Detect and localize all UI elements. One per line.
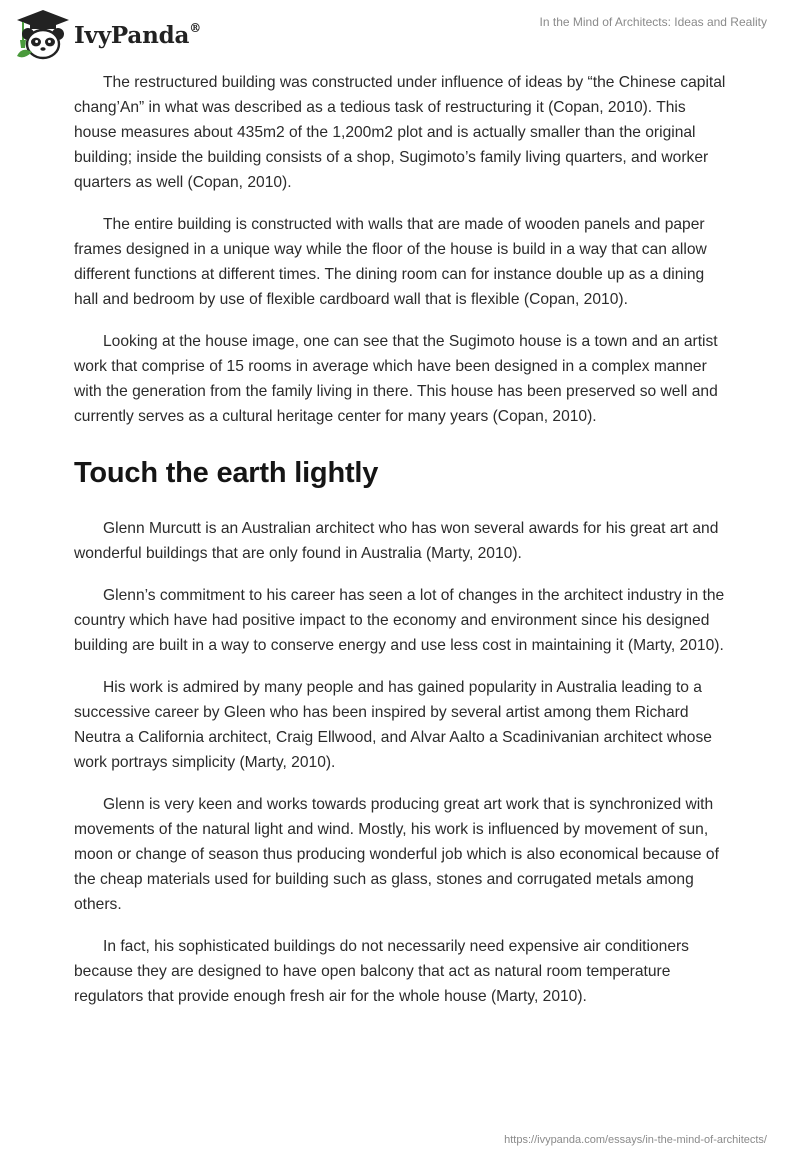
paragraph: His work is admired by many people and has gained popularity in Australia leading to a successive career by Gleen who has been inspired by several artist among them Richard Neutra a California architect, Craig Ellwood, and Alvar Aalto a Scadinivanian architect whose work portrays simplicity (Marty, 2010). <box>74 679 712 771</box>
document-title: In the Mind of Architects: Ideas and Reality <box>539 15 767 29</box>
brand-name-text: IvyPanda <box>74 21 190 49</box>
section-heading: Touch the earth lightly <box>74 457 379 489</box>
paragraph: Glenn Murcutt is an Australian architect who has won several awards for his great art and wonderful buildings that are only found in Australia (Marty, 2010). <box>74 520 719 562</box>
paragraph: Glenn’s commitment to his career has seen a lot of changes in the architect industry in the country which have had positive impact to the economy and environment since his designed building are built in a way to conserve energy and use less cost in maintaining it (Marty, 2010). <box>74 587 725 654</box>
brand-logo[interactable] <box>14 8 201 62</box>
paragraph: Looking at the house image, one can see that the Sugimoto house is a town and an artist work that comprise of 15 rooms in average which have been designed in a complex manner with the generation from the family living in there. This house has been preserved so well and currently serves as a cultural heritage center for many years (Copan, 2010). <box>74 333 718 425</box>
panda-graduate-icon <box>14 8 72 62</box>
page-header <box>0 0 800 70</box>
paragraph: Glenn is very keen and works towards producing great art work that is synchronized with movements of the natural light and wind. Mostly, his work is influenced by movement of sun, moon or change of season thus producing wonderful job which is also economical because of the cheap materials used for building such as glass, stones and corrugated metals among others. <box>74 796 719 913</box>
paragraph: The restructured building was constructed under influence of ideas by “the Chinese capital chang’An” in what was described as a tedious task of restructuring it (Copan, 2010). This house measures about 435m2 of the 1,200m2 plot and is actually smaller than the original building; inside the building consists of a shop, Sugimoto’s family living quarters, and worker quarters as well (Copan, 2010). <box>74 74 726 191</box>
essay-body <box>74 70 726 1026</box>
paragraph: In fact, his sophisticated buildings do not necessarily need expensive air conditioners because they are designed to have open balcony that act as natural room temperature regulators that provide enough fresh air for the whole house (Marty, 2010). <box>74 938 689 1005</box>
source-url[interactable]: https://ivypanda.com/essays/in-the-mind-of-architects/ <box>504 1134 767 1146</box>
registered-mark: ® <box>189 20 201 35</box>
paragraph: The entire building is constructed with walls that are made of wooden panels and paper frames designed in a unique way while the floor of the house is build in a way that can allow different functions at different times. The dining room can for instance double up as a dining hall and bedroom by use of flexible cardboard wall that is flexible (Copan, 2010). <box>74 216 707 308</box>
brand-name <box>74 22 201 49</box>
